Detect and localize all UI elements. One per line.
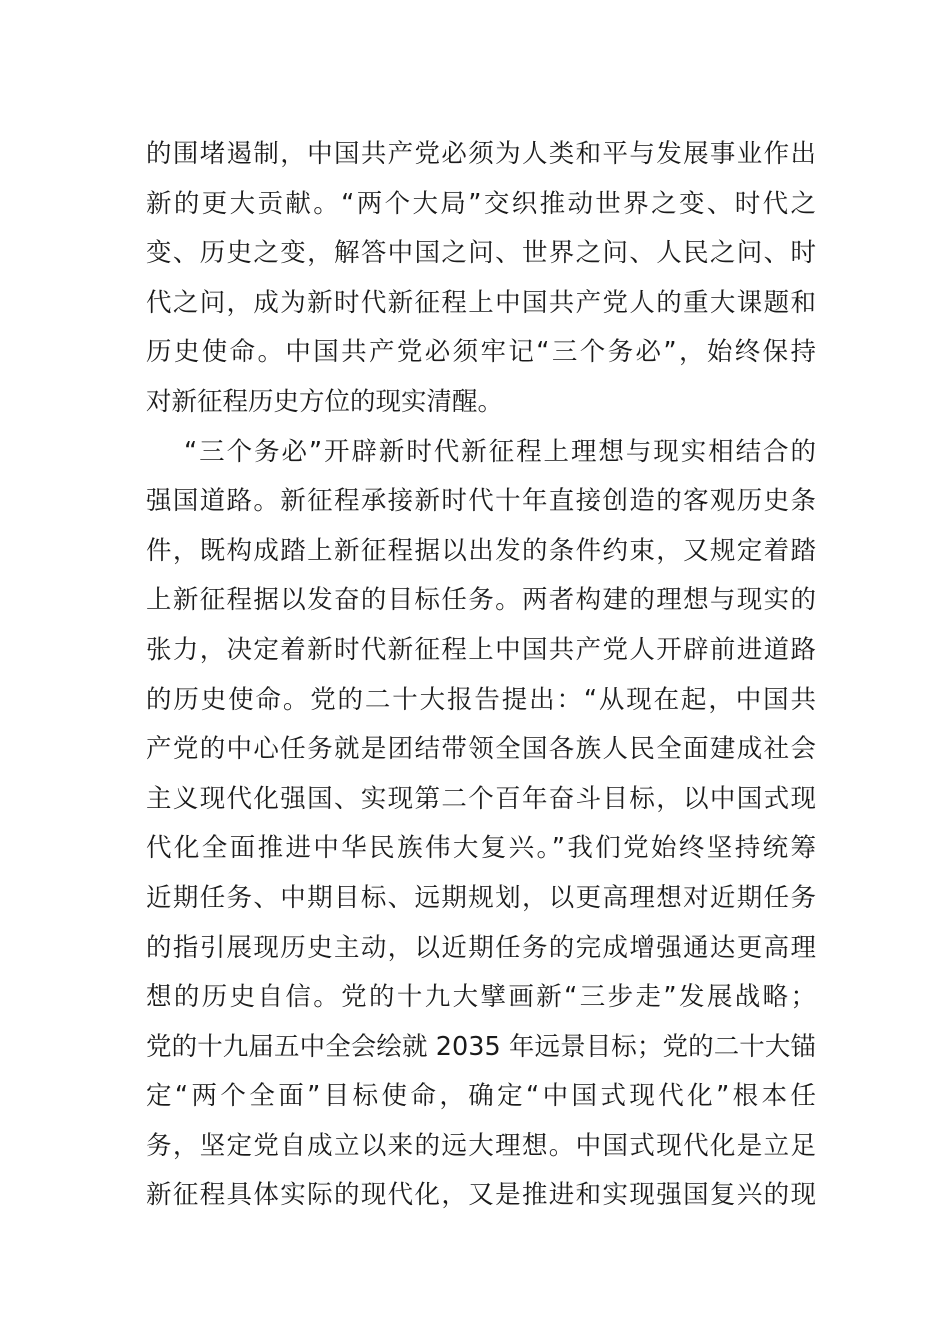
text-line: 强国道路。新征程承接新时代十年直接创造的客观历史条 (146, 486, 816, 517)
text-line: 的历史使命。党的二十大报告提出：“从现在起，中国共 (146, 684, 816, 715)
text-line: 新的更大贡献。“两个大局”交织推动世界之变、时代之 (146, 188, 816, 219)
text-line: 的指引展现历史主动，以近期任务的完成增强通达更高理 (146, 932, 816, 963)
text-line: 务，坚定党自成立以来的远大理想。中国式现代化是立足 (146, 1130, 816, 1161)
text-line: 产党的中心任务就是团结带领全国各族人民全面建成社会 (146, 734, 816, 765)
text-line: 张力，决定着新时代新征程上中国共产党人开辟前进道路 (146, 634, 816, 665)
text-line: 上新征程据以发奋的目标任务。两者构建的理想与现实的 (146, 585, 816, 616)
text-line: 变、历史之变，解答中国之问、世界之问、人民之问、时 (146, 238, 816, 269)
text-line: 定“两个全面”目标使命，确定“中国式现代化”根本任 (146, 1081, 816, 1112)
text-line: 历史使命。中国共产党必须牢记“三个务必”，始终保持 (146, 337, 816, 368)
text-line: 想的历史自信。党的十九大擘画新“三步走”发展战略； (146, 982, 816, 1013)
text-line: 的围堵遏制，中国共产党必须为人类和平与发展事业作出 (146, 139, 816, 169)
body-text (146, 130, 816, 1221)
text-line: 对新征程历史方位的现实清醒。 (146, 386, 504, 417)
text-line: 件，既构成踏上新征程据以出发的条件约束，又规定着踏 (146, 535, 816, 566)
text-line: 近期任务、中期目标、远期规划，以更高理想对近期任务 (146, 882, 816, 913)
text-line: 主义现代化强国、实现第二个百年奋斗目标，以中国式现 (146, 783, 816, 814)
paragraph-start-line: “三个务必”开辟新时代新征程上理想与现实相结合的 (184, 436, 816, 467)
text-line: 党的十九届五中全会绘就 2035 年远景目标；党的二十大锚 (146, 1031, 816, 1062)
text-line: 代化全面推进中华民族伟大复兴。”我们党始终坚持统筹 (146, 833, 816, 864)
text-line: 代之问，成为新时代新征程上中国共产党人的重大课题和 (146, 287, 816, 318)
text-line: 新征程具体实际的现代化，又是推进和实现强国复兴的现 (146, 1180, 816, 1211)
